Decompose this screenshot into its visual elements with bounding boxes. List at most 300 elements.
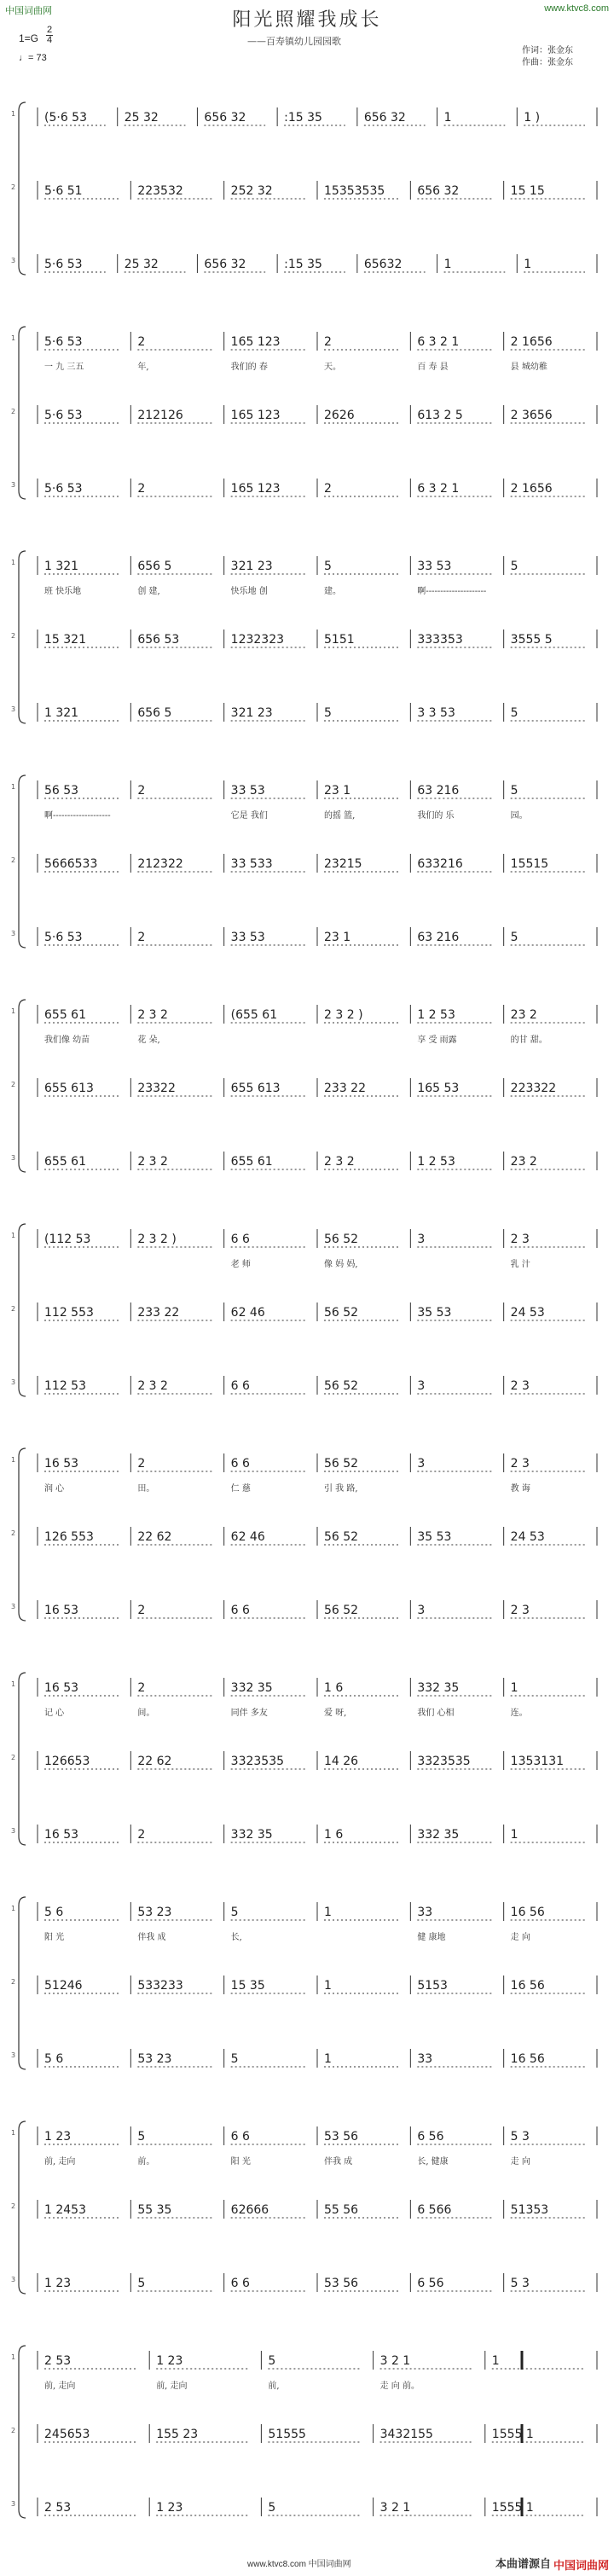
measure-notes: 1555 1 bbox=[491, 2501, 534, 2515]
tempo-marking: ♩= 73 bbox=[19, 53, 47, 63]
measure-notes: 6 6 bbox=[230, 1457, 250, 1471]
lyric-syllables: 阳 光 bbox=[230, 2157, 251, 2167]
measure-notes: 3 2 1 bbox=[379, 2354, 411, 2368]
measure-notes: 6 3 2 1 bbox=[417, 335, 460, 349]
measure-notes: 533233 bbox=[137, 1979, 183, 1993]
measure-notes: 212322 bbox=[137, 857, 183, 871]
measure-notes: 5·6 51 bbox=[44, 184, 83, 198]
measure-notes: 3 bbox=[417, 1604, 426, 1617]
measure-notes: (5·6 53 bbox=[44, 111, 87, 125]
lyric-syllables: 走 向 bbox=[510, 1933, 530, 1942]
part-label: 1 bbox=[11, 559, 16, 566]
part-label: 2 bbox=[11, 1754, 16, 1761]
measure-notes: 155 23 bbox=[156, 2428, 199, 2441]
measure-notes: 2 bbox=[137, 335, 146, 349]
measure-notes: 2 3 2 ) bbox=[137, 1233, 177, 1246]
measure-notes: 53 56 bbox=[324, 2130, 359, 2144]
measure-notes: 5 bbox=[324, 706, 332, 720]
measure-notes: 16 56 bbox=[510, 2052, 545, 2066]
measure-notes: 55 56 bbox=[324, 2203, 359, 2217]
time-signature-bottom: 4 bbox=[46, 35, 53, 45]
system-brace bbox=[19, 1000, 26, 1172]
measure-notes: 1353131 bbox=[510, 1755, 565, 1768]
measure-notes: 655 613 bbox=[44, 1082, 94, 1095]
footer-logo[interactable]: 中国词曲网 bbox=[553, 2559, 609, 2572]
lyric-syllables: 长, bbox=[230, 1933, 242, 1942]
measure-notes: 5 3 bbox=[510, 2130, 530, 2144]
measure-notes: :15 35 bbox=[284, 258, 322, 271]
measure-notes: 55 35 bbox=[137, 2203, 172, 2217]
measure-notes: 56 52 bbox=[324, 1530, 359, 1544]
lyric-syllables: 仁 慈 bbox=[230, 1484, 251, 1494]
lyric-syllables: 我们的 春 bbox=[230, 363, 268, 372]
part-label: 1 bbox=[11, 783, 16, 791]
lyric-syllables: 前, 走向 bbox=[44, 2382, 76, 2391]
measure-notes: 3 bbox=[417, 1379, 426, 1393]
measure-notes: 23 2 bbox=[510, 1008, 537, 1022]
lyricist-credit: 作词：张金东 bbox=[522, 46, 573, 55]
system-brace bbox=[19, 2346, 26, 2518]
measure-notes: 15 321 bbox=[44, 633, 86, 647]
lyric-syllables: 像 妈 妈, bbox=[324, 1260, 358, 1269]
measure-notes: 5·6 53 bbox=[44, 482, 83, 496]
measure-notes: 22 62 bbox=[137, 1530, 172, 1544]
measure-notes: 2 bbox=[324, 482, 332, 496]
lyric-syllables: 的摇 篮, bbox=[324, 811, 356, 821]
lyric-syllables: 园。 bbox=[510, 811, 528, 821]
measure-notes: 6 56 bbox=[417, 2277, 444, 2290]
measure-notes: 655 61 bbox=[44, 1155, 86, 1169]
measure-notes: 5 bbox=[324, 560, 332, 573]
measure-notes: 2 3 2 bbox=[137, 1155, 168, 1169]
system-brace bbox=[19, 102, 26, 275]
measure-notes: 35 53 bbox=[417, 1530, 452, 1544]
measure-notes: 65632 bbox=[363, 258, 403, 271]
measure-notes: 33 bbox=[417, 2052, 433, 2066]
measure-notes: 333353 bbox=[417, 633, 463, 647]
lyric-syllables: 百 寿 县 bbox=[417, 363, 449, 372]
measure-notes: 112 553 bbox=[44, 1306, 94, 1320]
system-brace bbox=[19, 327, 26, 499]
measure-notes: 2 3 2 bbox=[137, 1379, 168, 1393]
part-label: 2 bbox=[11, 2202, 16, 2210]
measure-notes: 233 22 bbox=[137, 1306, 180, 1320]
measure-notes: 223532 bbox=[137, 184, 183, 198]
measure-notes: 63 216 bbox=[417, 784, 460, 798]
time-signature-top: 2 bbox=[46, 25, 53, 35]
measure-notes: 5 bbox=[230, 2052, 239, 2066]
measure-notes: 1 6 bbox=[324, 1828, 344, 1842]
measure-notes: 3 bbox=[417, 1457, 426, 1471]
measure-notes: 321 23 bbox=[230, 560, 273, 573]
measure-notes: 3 bbox=[417, 1233, 426, 1246]
lyric-syllables: 年, bbox=[137, 363, 149, 372]
measure-notes: 62 46 bbox=[230, 1306, 265, 1320]
measure-notes: 2 53 bbox=[44, 2354, 72, 2368]
measure-notes: 5 6 bbox=[44, 2052, 64, 2066]
measure-notes: 5 bbox=[510, 706, 518, 720]
measure-notes: 6 3 2 1 bbox=[417, 482, 460, 496]
part-label: 3 bbox=[11, 705, 16, 713]
measure-notes: 6 6 bbox=[230, 2130, 250, 2144]
part-label: 1 bbox=[11, 110, 16, 118]
measure-notes: 3323535 bbox=[230, 1755, 285, 1768]
measure-notes: 62666 bbox=[230, 2203, 269, 2217]
measure-notes: 33 53 bbox=[230, 784, 265, 798]
measure-notes: 16 56 bbox=[510, 1906, 545, 1919]
measure-notes: 1 bbox=[324, 1979, 332, 1993]
part-label: 1 bbox=[11, 2353, 16, 2361]
measure-notes: 2 3 2 bbox=[324, 1155, 355, 1169]
measure-notes: 126653 bbox=[44, 1755, 90, 1768]
measure-notes: 2 bbox=[137, 1604, 146, 1617]
measure-notes: 245653 bbox=[44, 2428, 90, 2441]
system-brace bbox=[19, 1673, 26, 1845]
measure-notes: 613 2 5 bbox=[417, 409, 463, 422]
part-label: 3 bbox=[11, 2500, 16, 2508]
part-label: 2 bbox=[11, 408, 16, 415]
measure-notes: 5·6 53 bbox=[44, 258, 83, 271]
part-label: 3 bbox=[11, 1154, 16, 1162]
system-brace bbox=[19, 1897, 26, 2069]
measure-notes: 656 53 bbox=[137, 633, 180, 647]
lyric-syllables: 建。 bbox=[324, 587, 341, 596]
measure-notes: 1 23 bbox=[156, 2354, 183, 2368]
measure-notes: 62 46 bbox=[230, 1530, 265, 1544]
measure-notes: 25 32 bbox=[124, 111, 159, 125]
song-subtitle: ——百寿镇幼儿园园歌 bbox=[247, 36, 341, 47]
measure-notes: 5 6 bbox=[44, 1906, 64, 1919]
lyric-syllables: 它是 我们 bbox=[230, 811, 268, 821]
measure-notes: 16 53 bbox=[44, 1828, 79, 1842]
measure-notes: 6 6 bbox=[230, 1379, 250, 1393]
measure-notes: 2 bbox=[137, 1457, 146, 1471]
lyric-syllables: 同伴 多友 bbox=[230, 1709, 268, 1718]
measure-notes: 56 52 bbox=[324, 1604, 359, 1617]
measure-notes: 1555 1 bbox=[491, 2428, 534, 2441]
lyric-syllables: 乳 汁 bbox=[510, 1260, 530, 1269]
part-label: 3 bbox=[11, 2276, 16, 2283]
measure-notes: 5·6 53 bbox=[44, 409, 83, 422]
lyric-syllables: 引 我 路, bbox=[324, 1484, 358, 1494]
measure-notes: 16 53 bbox=[44, 1457, 79, 1471]
measure-notes: 2 3 bbox=[510, 1233, 530, 1246]
lyric-syllables: 伴我 成 bbox=[137, 1933, 166, 1942]
measure-notes: 5 bbox=[137, 2130, 146, 2144]
song-title: 阳光照耀我成长 bbox=[232, 9, 382, 31]
part-label: 1 bbox=[11, 1232, 16, 1239]
lyric-syllables: 啊--------------------- bbox=[417, 587, 487, 596]
lyric-syllables: 我们 心相 bbox=[417, 1709, 455, 1718]
lyric-syllables: 天。 bbox=[324, 363, 341, 372]
measure-notes: 24 53 bbox=[510, 1530, 545, 1544]
measure-notes: (655 61 bbox=[230, 1008, 278, 1022]
measure-notes: (112 53 bbox=[44, 1233, 91, 1246]
lyric-syllables: 走 向 bbox=[510, 2157, 530, 2167]
measure-notes: 212126 bbox=[137, 409, 183, 422]
measure-notes: 24 53 bbox=[510, 1306, 545, 1320]
part-label: 2 bbox=[11, 1305, 16, 1313]
measure-notes: 16 53 bbox=[44, 1604, 79, 1617]
measure-notes: 332 35 bbox=[230, 1681, 273, 1695]
lyric-syllables: 阳 光 bbox=[44, 1933, 65, 1942]
measure-notes: 16 56 bbox=[510, 1979, 545, 1993]
measure-notes: 33 533 bbox=[230, 857, 273, 871]
lyric-syllables: 班 快乐地 bbox=[44, 587, 82, 596]
part-label: 1 bbox=[11, 1007, 16, 1015]
measure-notes: 5·6 53 bbox=[44, 335, 83, 349]
measure-notes: 3432155 bbox=[379, 2428, 433, 2441]
lyric-syllables: 县 城幼稚 bbox=[510, 363, 547, 372]
measure-notes: 1 2453 bbox=[44, 2203, 86, 2217]
measure-notes: 223322 bbox=[510, 1082, 557, 1095]
part-label: 3 bbox=[11, 1603, 16, 1610]
measure-notes: 656 32 bbox=[204, 258, 246, 271]
part-label: 2 bbox=[11, 632, 16, 640]
measure-notes: 22 62 bbox=[137, 1755, 172, 1768]
measure-notes: 2626 bbox=[324, 409, 355, 422]
lyric-syllables: 前。 bbox=[137, 2157, 155, 2167]
system-brace bbox=[19, 1448, 26, 1621]
measure-notes: 655 61 bbox=[230, 1155, 273, 1169]
lyric-syllables: 前, 走向 bbox=[44, 2157, 76, 2167]
composer-credit: 作曲：张金东 bbox=[522, 58, 573, 67]
part-label: 2 bbox=[11, 2427, 16, 2434]
measure-notes: 1 bbox=[524, 258, 532, 271]
measure-notes: 1 bbox=[324, 1906, 332, 1919]
measure-notes: 16 53 bbox=[44, 1681, 79, 1695]
measure-notes: 51555 bbox=[268, 2428, 306, 2441]
measure-notes: 2 bbox=[137, 931, 146, 944]
lyric-syllables: 一 九 三五 bbox=[44, 363, 84, 372]
measure-notes: 1 6 bbox=[324, 1681, 344, 1695]
footer-url[interactable]: www.ktvc8.com 中国词曲网 bbox=[247, 2560, 351, 2569]
lyric-syllables: 老 师 bbox=[230, 1260, 251, 1269]
measure-notes: 56 52 bbox=[324, 1457, 359, 1471]
measure-notes: 1232323 bbox=[230, 633, 285, 647]
measure-notes: 1 bbox=[443, 111, 452, 125]
measure-notes: 655 61 bbox=[44, 1008, 86, 1022]
measure-notes: 2 1656 bbox=[510, 482, 553, 496]
measure-notes: :15 35 bbox=[284, 111, 322, 125]
part-label: 3 bbox=[11, 930, 16, 937]
lyric-syllables: 田。 bbox=[137, 1484, 155, 1494]
measure-notes: 332 35 bbox=[417, 1681, 460, 1695]
measure-notes: 5 3 bbox=[510, 2277, 530, 2290]
measure-notes: 15353535 bbox=[324, 184, 385, 198]
part-label: 3 bbox=[11, 257, 16, 264]
measure-notes: 2 bbox=[137, 1681, 146, 1695]
part-label: 3 bbox=[11, 481, 16, 489]
measure-notes: 2 3 bbox=[510, 1604, 530, 1617]
measure-notes: 332 35 bbox=[417, 1828, 460, 1842]
measure-notes: 35 53 bbox=[417, 1306, 452, 1320]
measure-notes: 23 2 bbox=[510, 1155, 537, 1169]
part-label: 1 bbox=[11, 1680, 16, 1688]
measure-notes: 56 52 bbox=[324, 1306, 359, 1320]
part-label: 1 bbox=[11, 2129, 16, 2137]
measure-notes: 1 321 bbox=[44, 560, 79, 573]
measure-notes: 5 bbox=[268, 2354, 276, 2368]
measure-notes: 655 613 bbox=[230, 1082, 281, 1095]
measure-notes: 2 3 bbox=[510, 1457, 530, 1471]
part-label: 2 bbox=[11, 856, 16, 864]
measure-notes: 6 6 bbox=[230, 1233, 250, 1246]
measure-notes: 5153 bbox=[417, 1979, 448, 1993]
lyric-syllables: 享 受 雨露 bbox=[417, 1036, 457, 1045]
measure-notes: 3 3 53 bbox=[417, 706, 455, 720]
measure-notes: 33 bbox=[417, 1906, 433, 1919]
measure-notes: 5 bbox=[230, 1906, 239, 1919]
lyric-syllables: 连。 bbox=[510, 1709, 528, 1718]
measure-notes: 23215 bbox=[324, 857, 362, 871]
measure-notes: 165 123 bbox=[230, 482, 281, 496]
part-label: 2 bbox=[11, 1529, 16, 1537]
measure-notes: 126 553 bbox=[44, 1530, 94, 1544]
measure-notes: 2 3656 bbox=[510, 409, 553, 422]
measure-notes: 56 53 bbox=[44, 784, 79, 798]
part-label: 3 bbox=[11, 1378, 16, 1386]
measure-notes: 656 5 bbox=[137, 706, 172, 720]
measure-notes: 2 3 bbox=[510, 1379, 530, 1393]
lyric-syllables: 我们的 乐 bbox=[417, 811, 455, 821]
measure-notes: 1 23 bbox=[156, 2501, 183, 2515]
measure-notes: 233 22 bbox=[324, 1082, 366, 1095]
lyric-syllables: 我们像 幼苗 bbox=[44, 1036, 90, 1045]
part-label: 1 bbox=[11, 1456, 16, 1464]
measure-notes: 23 1 bbox=[324, 931, 351, 944]
measure-notes: 25 32 bbox=[124, 258, 159, 271]
measure-notes: 2 53 bbox=[44, 2501, 72, 2515]
measure-notes: 63 216 bbox=[417, 931, 460, 944]
measure-notes: 1 2 53 bbox=[417, 1155, 455, 1169]
measure-notes: 321 23 bbox=[230, 706, 273, 720]
measure-notes: 1 2 53 bbox=[417, 1008, 455, 1022]
measure-notes: 3 2 1 bbox=[379, 2501, 411, 2515]
measure-notes: 165 123 bbox=[230, 409, 281, 422]
measure-notes: 15515 bbox=[510, 857, 549, 871]
measure-notes: 2 1656 bbox=[510, 335, 553, 349]
measure-notes: 51353 bbox=[510, 2203, 549, 2217]
measure-notes: 2 bbox=[137, 482, 146, 496]
measure-notes: 112 53 bbox=[44, 1379, 86, 1393]
measure-notes: 2 bbox=[324, 335, 332, 349]
lyric-syllables: 花 朵, bbox=[137, 1036, 160, 1045]
part-label: 1 bbox=[11, 1905, 16, 1912]
key-signature: 1=G bbox=[19, 32, 39, 44]
lyric-syllables: 间。 bbox=[137, 1709, 155, 1718]
measure-notes: 15 15 bbox=[510, 184, 545, 198]
measure-notes: 5·6 53 bbox=[44, 931, 83, 944]
lyric-syllables: 前, bbox=[268, 2382, 280, 2391]
measure-notes: 252 32 bbox=[230, 184, 273, 198]
lyric-syllables: 快乐地 创 bbox=[230, 587, 268, 596]
measure-notes: 2 3 2 bbox=[137, 1008, 168, 1022]
measure-notes: 165 123 bbox=[230, 335, 281, 349]
measure-notes: 33 53 bbox=[417, 560, 452, 573]
part-label: 2 bbox=[11, 183, 16, 191]
measure-notes: 15 35 bbox=[230, 1979, 265, 1993]
measure-notes: 656 32 bbox=[417, 184, 460, 198]
measure-notes: 56 52 bbox=[324, 1233, 359, 1246]
lyric-syllables: 前, 走向 bbox=[156, 2382, 188, 2391]
measure-notes: 53 23 bbox=[137, 2052, 172, 2066]
part-label: 2 bbox=[11, 1978, 16, 1986]
lyric-syllables: 创 建, bbox=[137, 587, 160, 596]
measure-notes: 5666533 bbox=[44, 857, 98, 871]
measure-notes: 1 bbox=[443, 258, 452, 271]
lyric-syllables: 走 向 前。 bbox=[379, 2382, 420, 2391]
lyric-syllables: 伴我 成 bbox=[324, 2157, 353, 2167]
measure-notes: 5 bbox=[137, 2277, 146, 2290]
measure-notes: 5 bbox=[510, 560, 518, 573]
part-label: 3 bbox=[11, 2051, 16, 2059]
measure-notes: 633216 bbox=[417, 857, 463, 871]
measure-notes: 53 56 bbox=[324, 2277, 359, 2290]
measure-notes: 51246 bbox=[44, 1979, 83, 1993]
measure-notes: 23322 bbox=[137, 1082, 176, 1095]
site-url-right[interactable]: www.ktvc8.com bbox=[544, 3, 609, 14]
measure-notes: 23 1 bbox=[324, 784, 351, 798]
measure-notes: 1 bbox=[510, 1681, 518, 1695]
measure-notes: 3555 5 bbox=[510, 633, 553, 647]
lyric-syllables: 健 康地 bbox=[417, 1933, 446, 1942]
measure-notes: 165 53 bbox=[417, 1082, 460, 1095]
measure-notes: 14 26 bbox=[324, 1755, 359, 1768]
measure-notes: 6 6 bbox=[230, 1604, 250, 1617]
system-brace bbox=[19, 551, 26, 723]
measure-notes: 5 bbox=[510, 931, 518, 944]
part-label: 1 bbox=[11, 334, 16, 342]
measure-notes: 1 bbox=[491, 2354, 500, 2368]
measure-notes: 53 23 bbox=[137, 1906, 172, 1919]
part-label: 2 bbox=[11, 1081, 16, 1088]
measure-notes: 1 321 bbox=[44, 706, 79, 720]
measure-notes: 1 23 bbox=[44, 2277, 72, 2290]
measure-notes: 6 56 bbox=[417, 2130, 444, 2144]
measure-notes: 2 bbox=[137, 784, 146, 798]
measure-notes: 656 32 bbox=[363, 111, 406, 125]
measure-notes: 5151 bbox=[324, 633, 355, 647]
measure-notes: 3323535 bbox=[417, 1755, 471, 1768]
lyric-syllables: 润 心 bbox=[44, 1484, 65, 1494]
measure-notes: 1 ) bbox=[524, 111, 541, 125]
measure-notes: 6 6 bbox=[230, 2277, 250, 2290]
site-logo-left[interactable]: 中国词曲网 bbox=[5, 6, 52, 16]
measure-notes: 1 bbox=[324, 2052, 332, 2066]
system-brace bbox=[19, 1224, 26, 1396]
measure-notes: 6 566 bbox=[417, 2203, 452, 2217]
lyric-syllables: 教 诲 bbox=[510, 1484, 530, 1494]
lyric-syllables: 啊-------------------- bbox=[44, 811, 111, 821]
measure-notes: 2 3 2 ) bbox=[324, 1008, 363, 1022]
lyric-syllables: 的甘 甜。 bbox=[510, 1036, 547, 1045]
measure-notes: 656 32 bbox=[204, 111, 246, 125]
measure-notes: 2 bbox=[137, 1828, 146, 1842]
measure-notes: 1 bbox=[510, 1828, 518, 1842]
measure-notes: 5 bbox=[268, 2501, 276, 2515]
part-label: 3 bbox=[11, 1827, 16, 1835]
measure-notes: 332 35 bbox=[230, 1828, 273, 1842]
system-brace bbox=[19, 2121, 26, 2294]
lyric-syllables: 记 心 bbox=[44, 1709, 65, 1718]
system-brace bbox=[19, 775, 26, 948]
measure-notes: 5 bbox=[510, 784, 518, 798]
measure-notes: 1 23 bbox=[44, 2130, 72, 2144]
footer-source-label: 本曲谱源自 bbox=[495, 2558, 551, 2571]
measure-notes: 33 53 bbox=[230, 931, 265, 944]
lyric-syllables: 爱 呀, bbox=[324, 1709, 347, 1718]
